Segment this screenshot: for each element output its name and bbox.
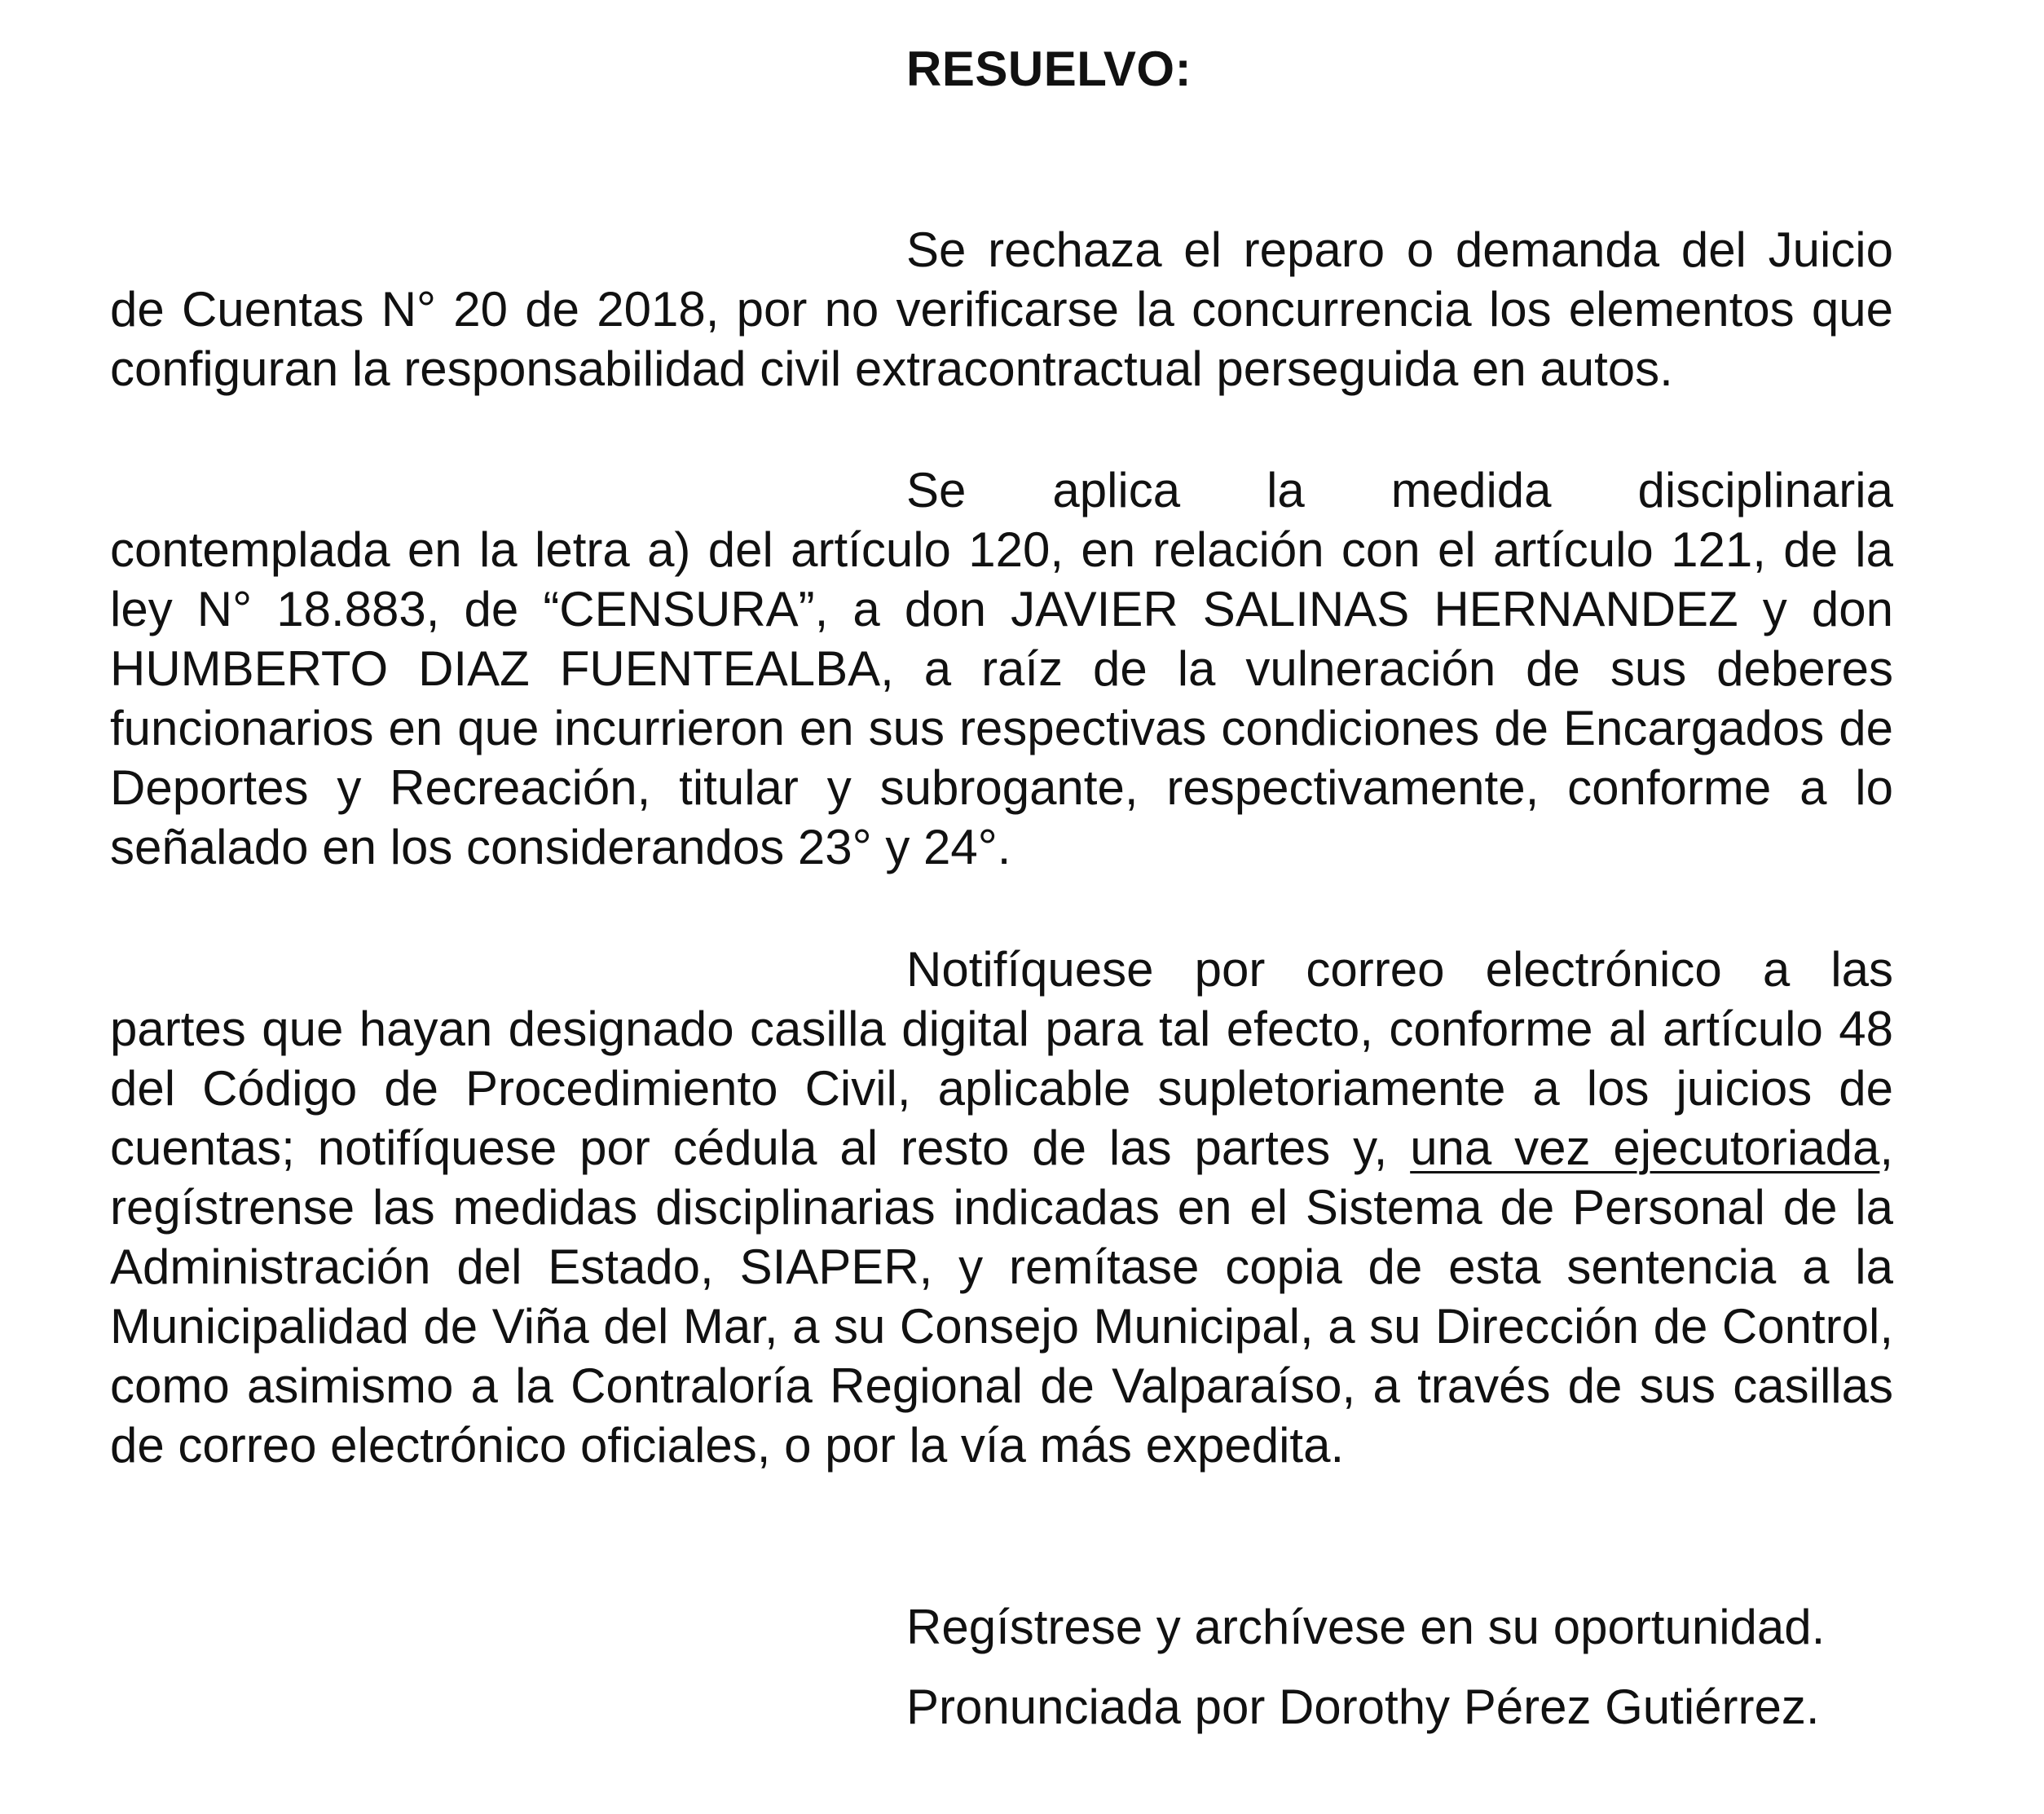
closing-pronounced-line: Pronunciada por Dorothy Pérez Gutiérrez.	[906, 1680, 1820, 1734]
closing-register-line: Regístrese y archívese en su oportunidad.	[906, 1600, 1826, 1654]
paragraph-rejection: Se rechaza el reparo o demanda del Juicio de Cuentas N° 20 de 2018, por no verificarse la concurrencia los elementos que configuran la responsabilidad civil extracontractual perseguida en autos.	[110, 222, 1893, 396]
paragraph-notification	[110, 940, 1893, 1475]
paragraph-disciplinary-measure: Se aplica la medida disciplinaria contemplada en la letra a) del artículo 120, en relación con el artículo 121, de la ley N° 18.883, de “CENSURA”, a don JAVIER SALINAS HERNANDEZ y don HUMBERTO DIAZ FUENTEALBA, a raíz de la vulneración de sus deberes funcionarios en que incurrieron en sus respectivas condiciones de Encargados de Deportes y Recreación, titular y subrogante, respectivamente, conforme a lo señalado en los considerandos 23° y 24°.	[110, 463, 1893, 874]
resolution-heading: RESUELVO:	[906, 42, 1192, 96]
notification-text-start: Notifíquese por correo electrónico a las partes que hayan designado casilla digital para tal efecto, conforme al artículo 48 del Código de Procedimiento Civil, aplicable supletoriamente a los juicios de cuentas; notifíquese por cédula al resto de las partes y,	[110, 942, 1893, 1175]
underlined-phrase: una vez ejecutoriada	[1410, 1121, 1880, 1175]
notification-text-end: , regístrense las medidas disciplinarias indicadas en el Sistema de Personal de la Administración del Estado, SIAPER, y remítase copia de esta sentencia a la Municipalidad de Viña del Mar, a su Consejo Municipal, a su Dirección de Control, como asimismo a la Contraloría Regional de Valparaíso, a través de sus casillas de correo electrónico oficiales, o por la vía más expedita.	[110, 1121, 1893, 1473]
